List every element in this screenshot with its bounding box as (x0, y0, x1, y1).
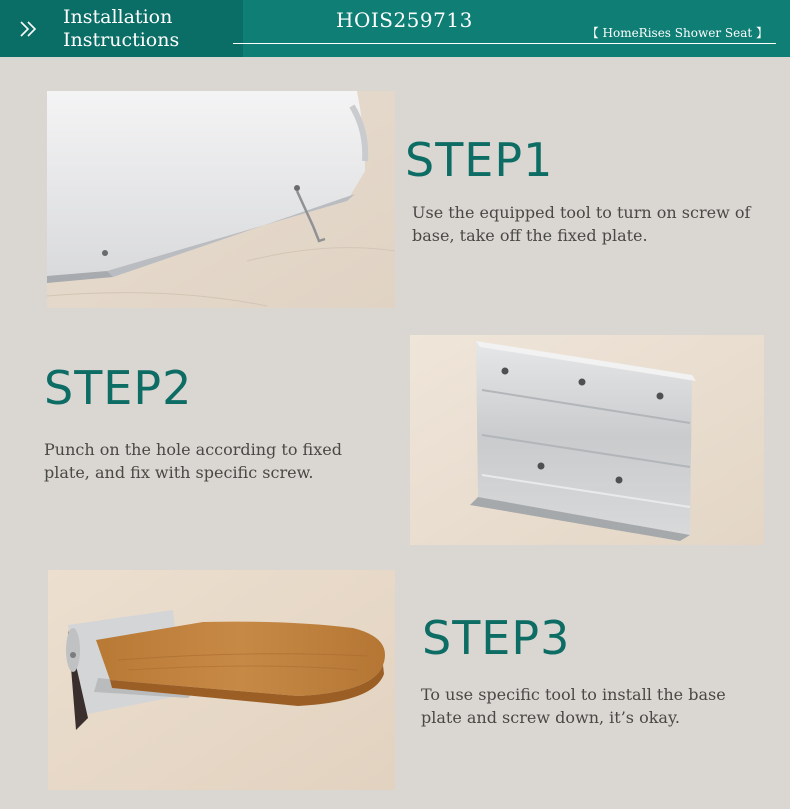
step3-text: To use specific tool to install the base plate and screw down, it’s okay. (421, 685, 726, 727)
step3-title: STEP3 (422, 611, 571, 665)
brand-label: 【 HomeRises Shower Seat 】 (586, 26, 768, 40)
step1-photo (47, 91, 395, 308)
header-title (63, 6, 179, 52)
step3-photo (48, 570, 395, 790)
double-chevron-right-icon (14, 14, 44, 44)
product-code: HOIS259713 (336, 8, 473, 32)
header-title-block (0, 0, 243, 57)
header-title-line2: Instructions (63, 29, 180, 51)
step2-photo (410, 335, 764, 545)
header-title-line1: Installation (63, 6, 173, 28)
header-divider (233, 43, 776, 44)
step2-title: STEP2 (44, 361, 193, 415)
step1-text: Use the equipped tool to turn on screw of base, take off the fixed plate. (412, 203, 751, 245)
header-bar (0, 0, 790, 57)
step1-title: STEP1 (405, 133, 554, 187)
step2-text: Punch on the hole according to fixed plate, and fix with specific screw. (44, 440, 342, 482)
